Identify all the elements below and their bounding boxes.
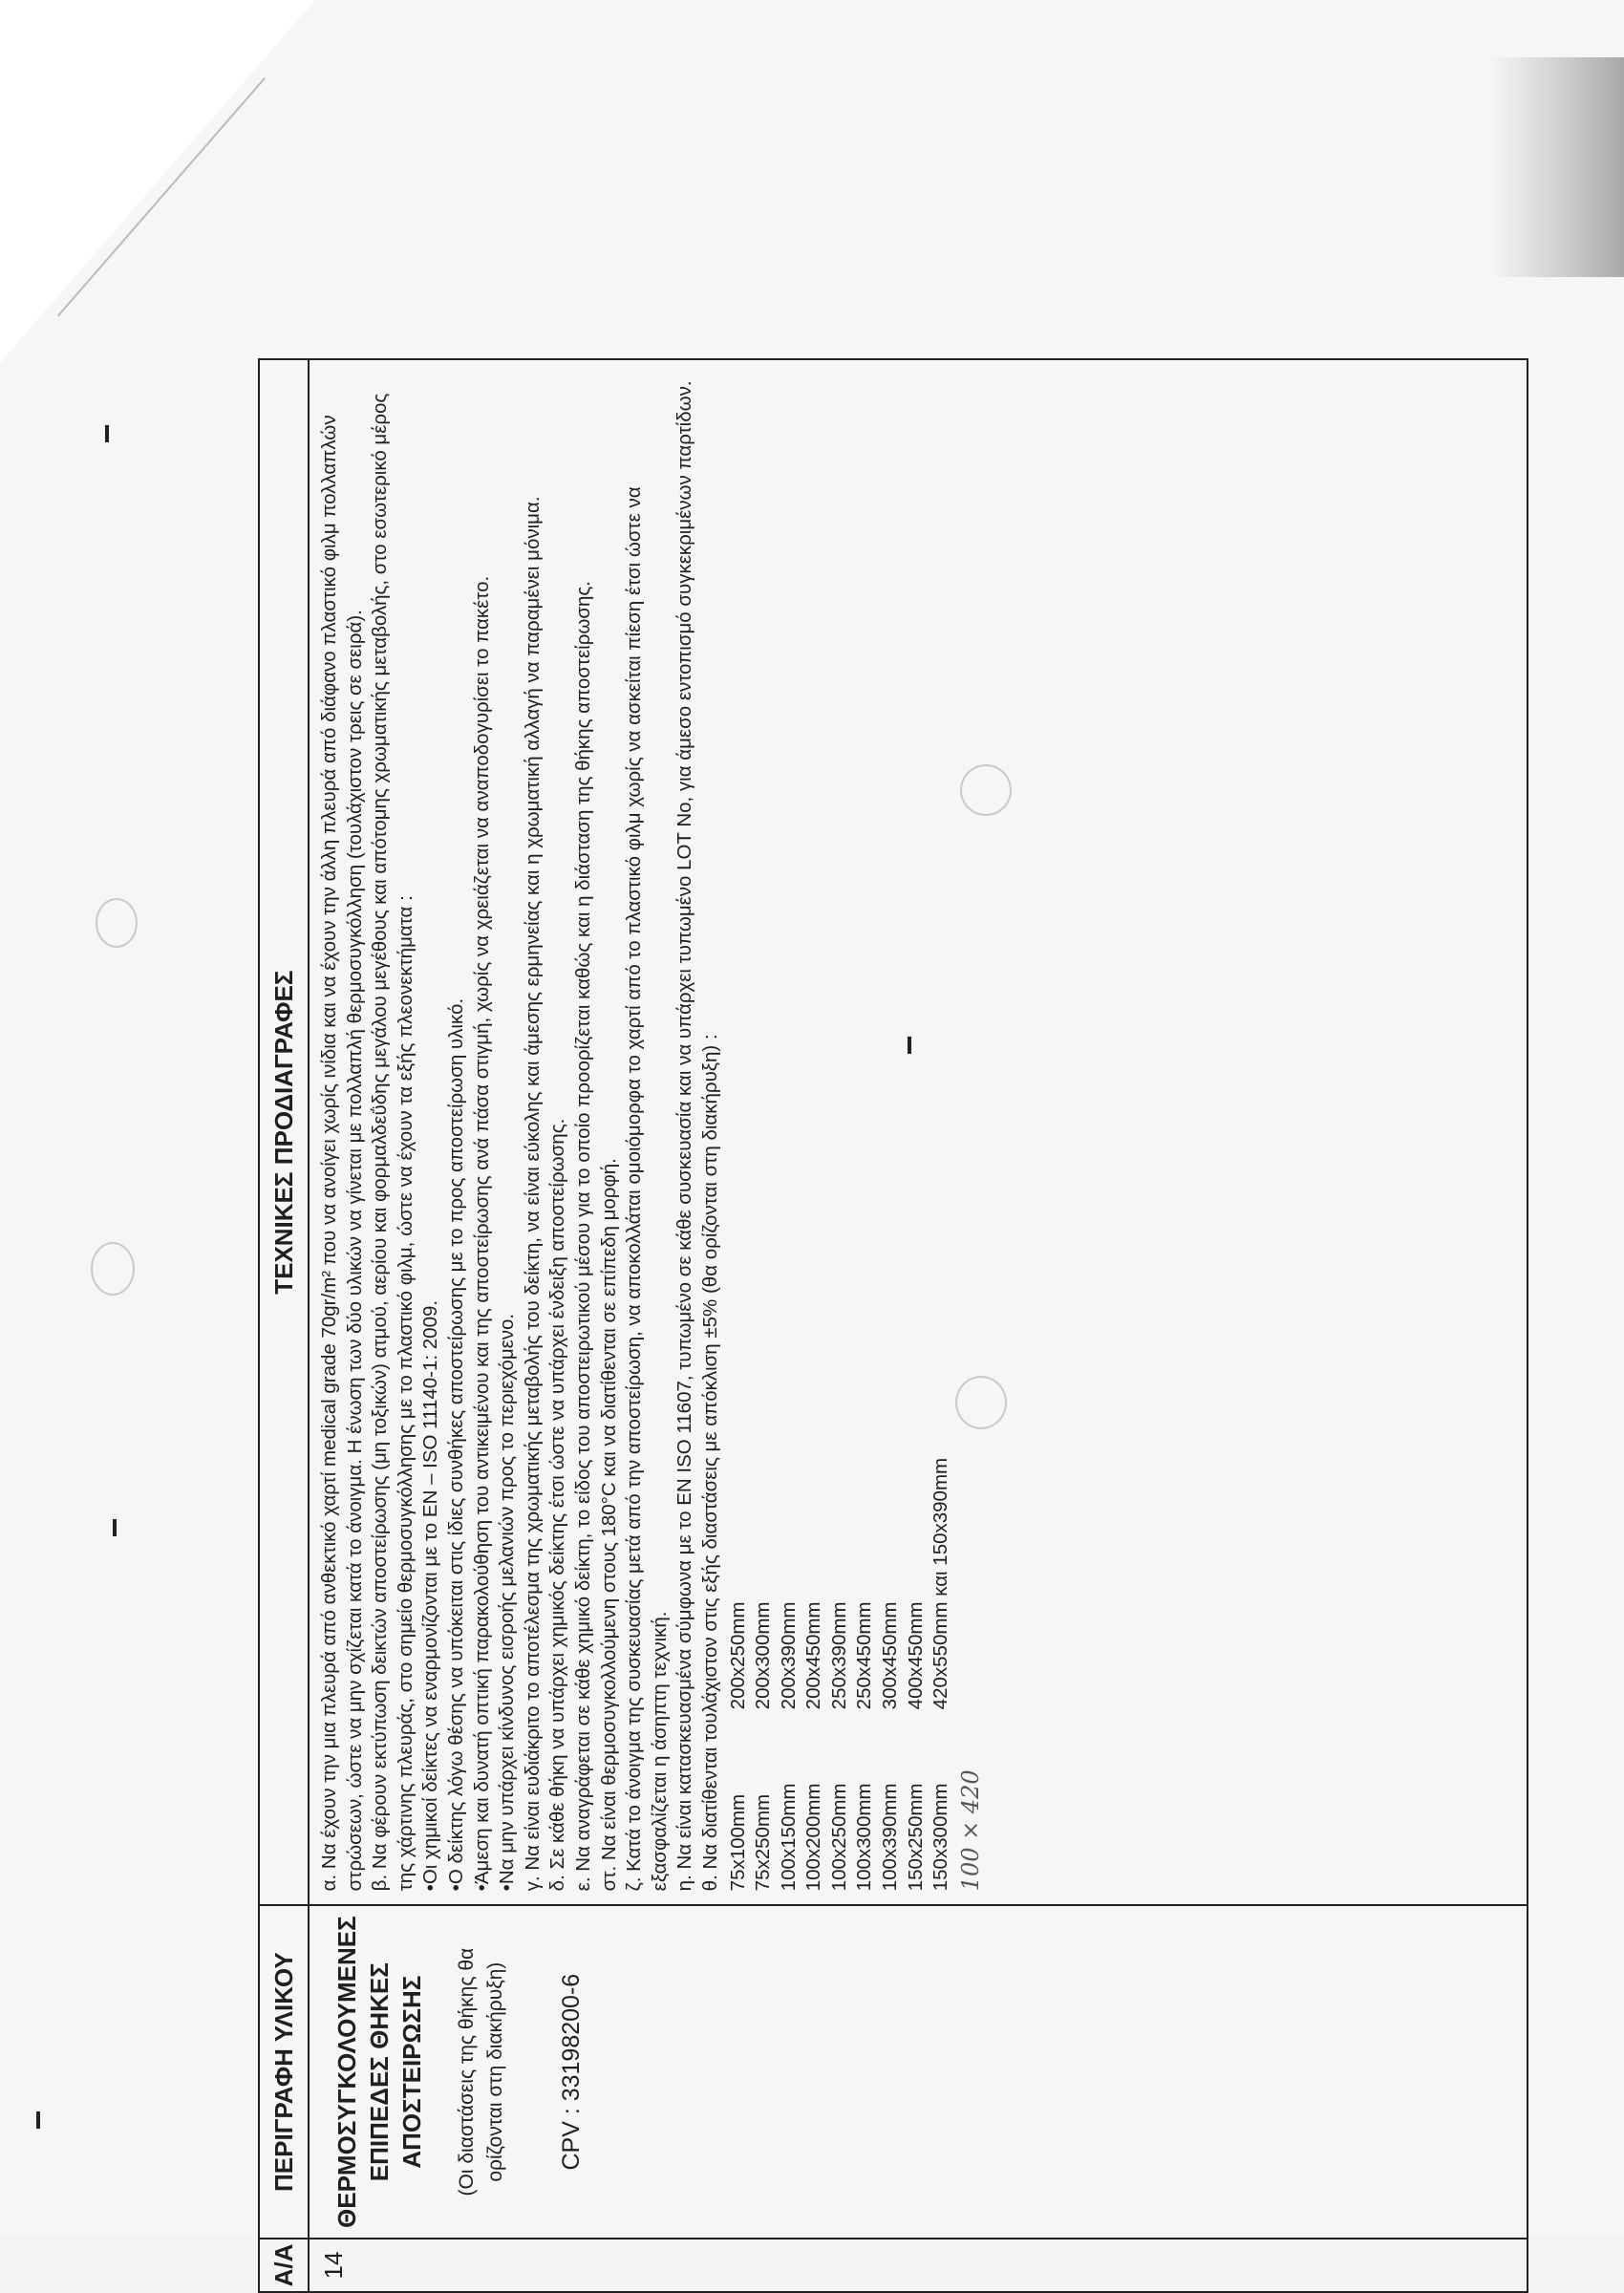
dimension-value: 150x300mm xyxy=(930,1783,952,1892)
dimension-value: 75x250mm xyxy=(752,1793,775,1892)
dimension-row xyxy=(726,374,752,1891)
dimension-row xyxy=(801,374,827,1891)
scan-shadow xyxy=(1490,57,1624,277)
spec-e: ε. Να αναγράφεται σε κάθε χημικό δείκτη, το είδος του αποστειρωτικού μέσου για το οποίο προορίζεται καθώς και η διάσταση της θήκης αποστείρωσης. xyxy=(571,580,594,1892)
dimension-value: 100x390mm xyxy=(879,1783,902,1892)
spec-b: β. Να φέρουν εκτύπωση δεικτών αποστείρωσης (μη τοξικών) ατμού, αερίου και φορμαλδεΰδης μεγάλου μεγέθους και απότομης χρωματικής μεταβολής, στο εσωτερικό μέρος της χάρτινης πλευράς, στο σημείο θερμοσυγκόλλησης με το πλαστικό φιλμ, ώστε να έχουν τα εξής πλεονεκτήματα : xyxy=(369,393,417,1892)
specifications-table xyxy=(258,358,1528,2293)
dimension-value: 100x150mm xyxy=(777,1783,800,1892)
dimension-value: 200x250mm xyxy=(726,1601,749,1710)
dimension-value: 250x390mm xyxy=(827,1601,850,1710)
dimension-value: 100x250mm xyxy=(827,1783,850,1892)
dimension-value: 200x300mm xyxy=(752,1601,775,1710)
specs-cell xyxy=(309,359,1528,1905)
dimension-value: 100x300mm xyxy=(853,1783,876,1892)
dimension-value: 200x390mm xyxy=(777,1601,800,1710)
dimension-value: 200x450mm xyxy=(802,1601,825,1710)
dimension-value: 150x250mm xyxy=(904,1783,927,1892)
spec-d: δ. Σε κάθε θήκη να υπάρχει χημικός δείκτης έτσι ώστε να υπάρχει ένδειξη αποστείρωσης. xyxy=(546,1118,569,1892)
spec-b-bullet-1: •Οι χημικοί δείκτες να εναρμονίζονται με το EN – ISO 11140-1: 2009. xyxy=(419,1299,442,1892)
dimension-row xyxy=(904,374,930,1891)
scan-mark xyxy=(113,1519,117,1536)
spec-b-bullet-3: •Άμεση και δυνατή οπτική παρακολούθηση του αντικειμένου και της αποστείρωσης ανά πάσα στιγμή, χωρίς να χρειάζεται να αναποδογυρίσει το πακέτο. xyxy=(470,575,493,1892)
dimension-row xyxy=(777,374,802,1891)
dimensions-note: (Οι διαστάσεις της θήκης θα ορίζονται στη διακήρυξη) xyxy=(456,1947,506,2197)
scan-mark xyxy=(105,425,109,442)
spec-h: η. Να είναι κατασκευασμένα σύμφωνα με το EN ISO 11607, τυπωμένο σε κάθε συσκευασία και να υπάρχει τυπωμένο LOT No, για άμεσο εντοπισμό συγκεκριμένων παρτίδων. xyxy=(673,380,696,1892)
punch-hole xyxy=(96,898,138,948)
description-cell xyxy=(309,1905,1528,2239)
dimensions-list xyxy=(726,374,954,1891)
header-specs: ΤΕΧΝΙΚΕΣ ΠΡΟΔΙΑΓΡΑΦΕΣ xyxy=(259,359,309,1905)
rotated-table-container xyxy=(258,358,1528,2293)
spec-th: θ. Να διατίθενται τουλάχιστον στις εξής διαστάσεις με απόκλιση ±5% (θα ορίζονται στη διακήρυξη) : xyxy=(698,1034,721,1892)
header-aa: Α/Α xyxy=(259,2239,309,2292)
dimension-row xyxy=(751,374,777,1891)
product-title: ΘΕΡΜΟΣΥΓΚΟΛΟΥΜΕΝΕΣ ΕΠΙΠΕΔΕΣ ΘΗΚΕΣ ΑΠΟΣΤΕΙΡΩΣΗΣ xyxy=(332,1916,426,2228)
dimension-value: 300x450mm xyxy=(879,1601,902,1710)
dimension-row xyxy=(878,374,904,1891)
spec-c: γ. Να είναι ευδιάκριτο το αποτέλεσμα της χρωματικής μεταβολής του δείκτη, να είναι εύκολης και άμεσης ερμηνείας και η χρωματική αλλαγή να παραμένει μόνιμα. xyxy=(521,496,544,1892)
table-row xyxy=(309,359,1528,2292)
dimension-value: 420x550mm και 150x390mm xyxy=(930,1457,952,1710)
dimension-value: 250x450mm xyxy=(853,1601,876,1710)
dimension-value: 75x100mm xyxy=(726,1793,749,1892)
dimension-row xyxy=(827,374,853,1891)
dimension-row xyxy=(852,374,878,1891)
dimension-value: 400x450mm xyxy=(904,1601,927,1710)
dimension-row xyxy=(929,374,954,1891)
folded-corner xyxy=(0,0,315,363)
spec-a: α. Να έχουν την μια πλευρά από ανθεκτικό χαρτί medical grade 70gr/m² που να ανοίγει χωρίς ινίδια και να έχουν την άλλη πλευρά από διάφανο πλαστικό φιλμ πολλαπλών στρώσεων, ώστε να μην σχίζεται κατά το άνοιγμα. Η ένωση των δύο υλικών να γίνεται με πολλαπλή θερμοσυγκόλληση (τουλάχιστον τρεις σε σειρά). xyxy=(318,415,366,1892)
row-number: 14 xyxy=(309,2239,1528,2292)
header-description: ΠΕΡΙΓΡΑΦΗ ΥΛΙΚΟΥ xyxy=(259,1905,309,2239)
handwritten-note: 100 × 420 xyxy=(956,1769,984,1892)
spec-b-bullet-2: •Ο δείκτης λόγω θέσης να υπόκειται στις ίδιες συνθήκες αποστείρωσης με το προς αποστείρωση υλικό. xyxy=(444,997,467,1892)
cpv-code: CPV : 33198200-6 xyxy=(558,1973,585,2171)
punch-hole xyxy=(91,1242,135,1296)
dimension-value: 100x200mm xyxy=(802,1783,825,1892)
spec-st: στ. Να είναι θερμοσυγκολλούμενη στους 180°C και να διατίθενται σε επίπεδη μορφή. xyxy=(597,1158,620,1892)
spec-z: ζ. Κατά το άνοιγμα της συσκευασίας μετά από την αποστείρωση, να αποκολλάται ομοιόμορφα το χαρτί από το πλαστικό φιλμ χωρίς να ασκείται πίεση έτσι ώστε να εξασφαλίζεται η άσηπτη τεχνική. xyxy=(623,486,671,1892)
spec-b-bullet-4: •Να μην υπάρχει κίνδυνος εισροής μελανιών προς το περιεχόμενο. xyxy=(496,1313,519,1892)
header-row xyxy=(259,359,309,2292)
scan-mark xyxy=(36,2111,40,2129)
